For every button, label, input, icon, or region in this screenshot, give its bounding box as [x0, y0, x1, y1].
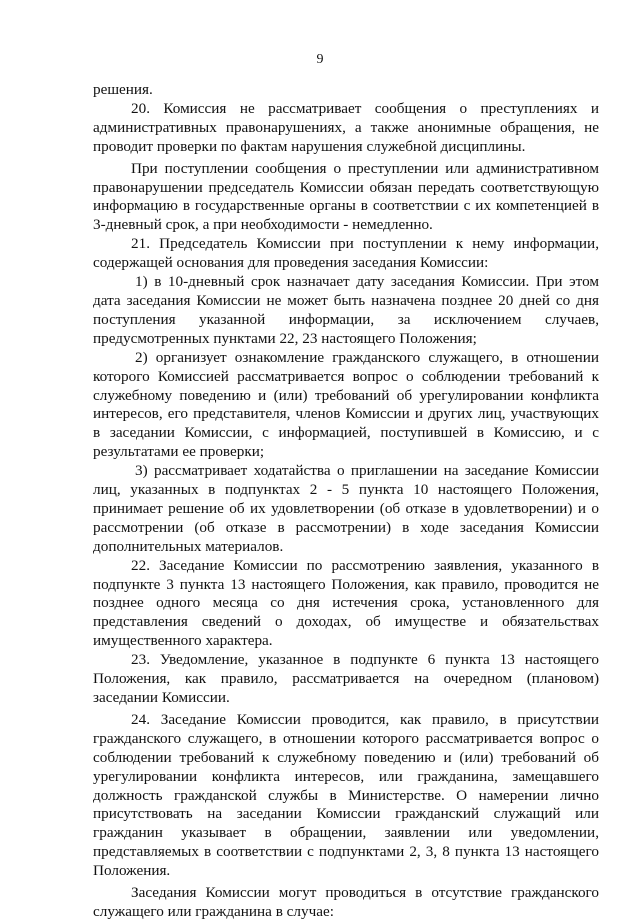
paragraph-absence-cases: Заседания Комиссии могут проводиться в отсутствие гражданского служащего или гражданина в случае: — [93, 884, 599, 920]
paragraph-item-20: 20. Комиссия не рассматривает сообщения о преступлениях и административных правонарушениях, а также анонимные обращения, не проводит проверки по фактам нарушения служебной дисциплины. — [93, 99, 599, 155]
paragraph-item-23: 23. Уведомление, указанное в подпункте 6 пункта 13 настоящего Положения, как правило, рассматривается на очередном (плановом) заседании Комиссии. — [93, 651, 599, 706]
paragraph-item-21: 21. Председатель Комиссии при поступлении к нему информации, содержащей основания для проведения заседания Комиссии: — [93, 235, 599, 272]
paragraph-crime-report: При поступлении сообщения о преступлении или административном правонарушении председатель Комиссии обязан передать соответствующую информацию в государственные органы в соответствии с их компетенцией в 3-дневный срок, а при необходимости - немедленно. — [93, 159, 599, 234]
paragraph-item-24: 24. Заседание Комиссии проводится, как правило, в присутствии гражданского служащего, в отношении которого рассматривается вопрос о соблюдении требований к служебному поведению и (или) требований об урегулировании конфликта интересов, или гражданина, замещавшего должность гражданской службы в Министерстве. О намерении лично присутствовать на заседании Комиссии гражданский служащий или гражданин указывает в обращении, заявлении или уведомлении, представляемых в соответствии с подпунктами 2, 3, 8 пункта 13 настоящего Положения. — [93, 710, 599, 880]
page-number: 9 — [316, 52, 324, 67]
document-body — [93, 81, 599, 922]
paragraph-subitem-2: 2) организует ознакомление гражданского служащего, в отношении которого Комиссией рассматривается вопрос о соблюдении требований к служебному поведению и (или) требований об урегулировании конфликта интересов, его представителя, членов Комиссии и других лиц, участвующих в заседании Комиссии, с информацией, поступившей в Комиссию, и с результатами ее проверки; — [93, 348, 599, 461]
paragraph-subitem-3: 3) рассматривает ходатайства о приглашении на заседание Комиссии лиц, указанных в подпунктах 2 - 5 пункта 10 настоящего Положения, принимает решение об их удовлетворении (об отказе в удовлетворении) и о рассмотрении (об отказе в рассмотрении) в ходе заседания Комиссии дополнительных материалов. — [93, 462, 599, 555]
paragraph-subitem-1: 1) в 10-дневный срок назначает дату заседания Комиссии. При этом дата заседания Комиссии не может быть назначена позднее 20 дней со дня поступления указанной информации, за исключением случаев, предусмотренных пунктами 22, 23 настоящего Положения; — [93, 273, 599, 347]
paragraph-item-22: 22. Заседание Комиссии по рассмотрению заявления, указанного в подпункте 3 пункта 13 настоящего Положения, как правило, проводится не позднее одного месяца со дня истечения срока, установленного для представления сведений о доходах, об имуществе и обязательствах имущественного характера. — [93, 556, 599, 650]
paragraph-continuation: решения. — [93, 81, 153, 98]
